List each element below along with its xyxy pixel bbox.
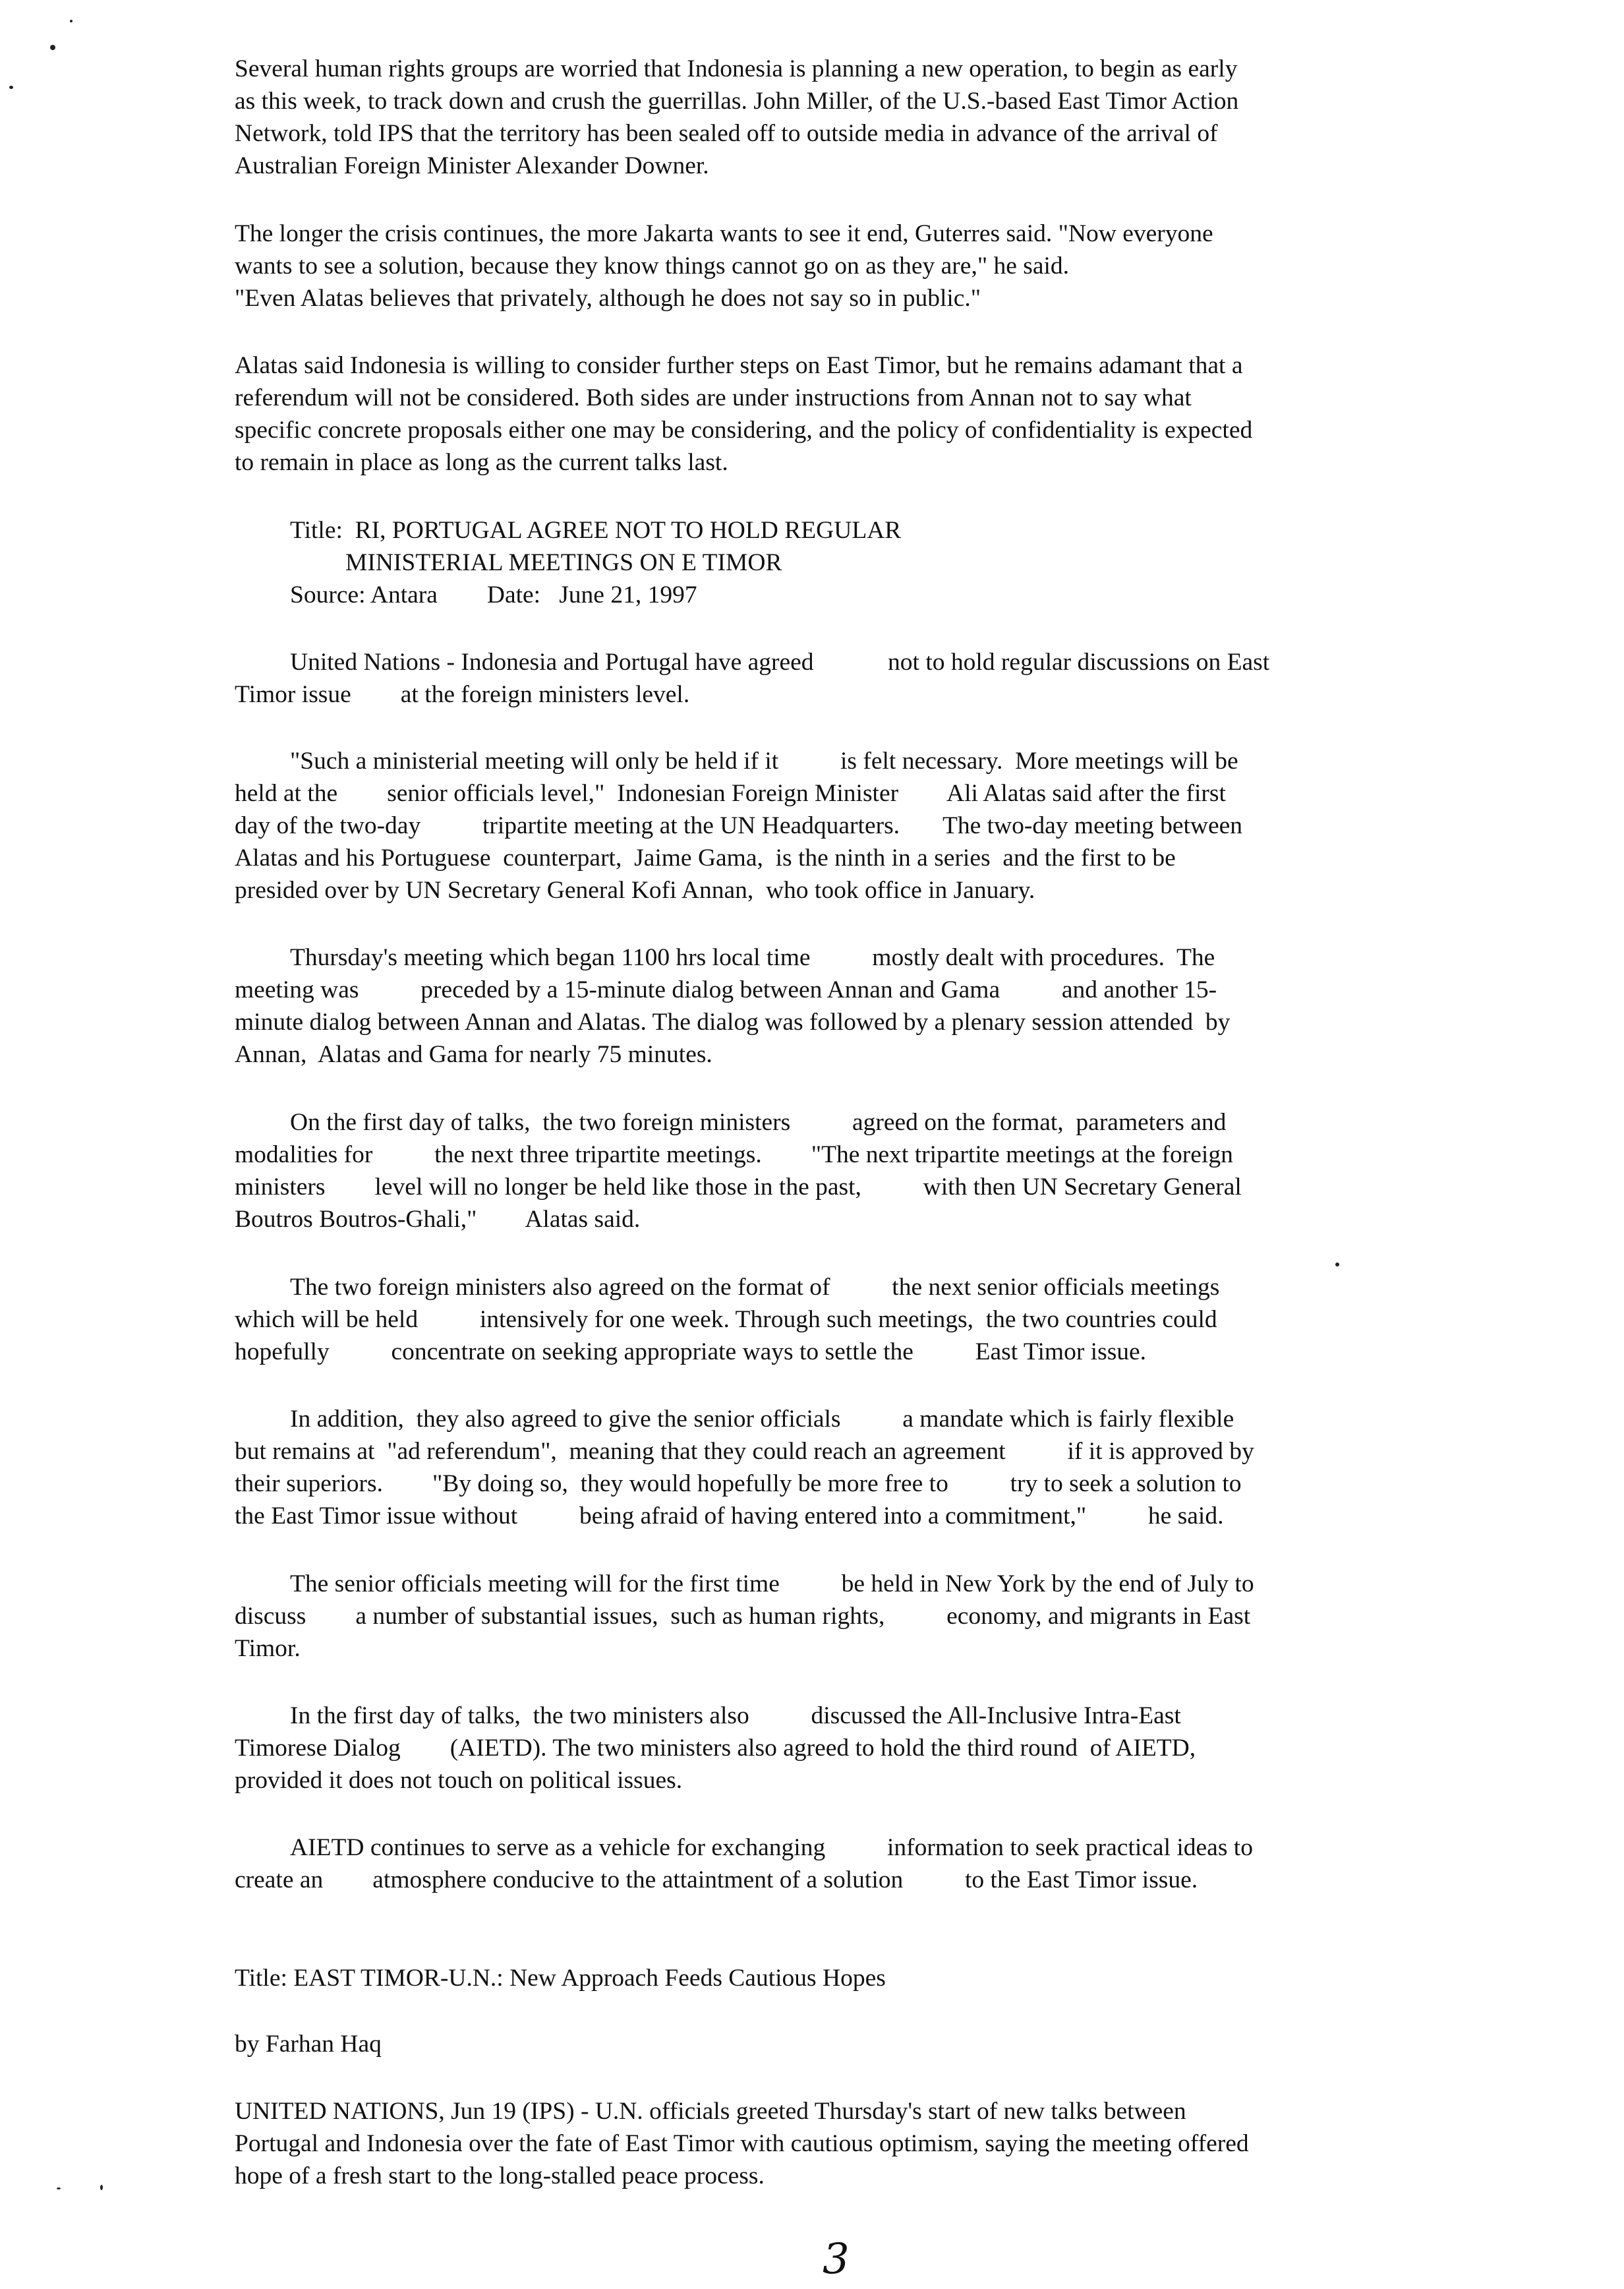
- text-line: discuss a number of substantial issues, such as human rights, economy, and migrants in East: [235, 1603, 1251, 1630]
- text-line: AIETD continues to serve as a vehicle for exchanging information to seek practical ideas to: [290, 1834, 1253, 1861]
- text-line: create an atmosphere conducive to the attaintment of a solution to the East Timor issue.: [235, 1866, 1198, 1893]
- text-line: In addition, they also agreed to give the senior officials a mandate which is fairly flexible: [290, 1406, 1234, 1433]
- text-line: minute dialog between Annan and Alatas. The dialog was followed by a plenary session attended by: [235, 1009, 1231, 1036]
- text-line: Australian Foreign Minister Alexander Downer.: [235, 152, 709, 179]
- article-paragraph: [235, 1403, 1395, 1532]
- article-paragraph: [235, 646, 1395, 711]
- text-line: referendum will not be considered. Both sides are under instructions from Annan not to say what: [235, 384, 1192, 411]
- scan-speck: [1335, 1263, 1339, 1266]
- text-line: which will be held intensively for one week. Through such meetings, the two countries could: [235, 1306, 1217, 1333]
- intro-paragraph: [235, 53, 1395, 182]
- text-line: their superiors. "By doing so, they would hopefully be more free to try to seek a solution to: [235, 1470, 1242, 1497]
- text-line: Network, told IPS that the territory has been sealed off to outside media in advance of the arrival of: [235, 120, 1218, 147]
- article-header: [290, 514, 1450, 611]
- text-line: Boutros Boutros-Ghali," Alatas said.: [235, 1206, 641, 1233]
- text-line: the East Timor issue without being afraid of having entered into a commitment," he said.: [235, 1502, 1224, 1530]
- text-line: The senior officials meeting will for the first time be held in New York by the end of July to: [290, 1570, 1254, 1597]
- text-line: "Even Alatas believes that privately, although he does not say so in public.": [235, 285, 981, 312]
- text-line: Thursday's meeting which began 1100 hrs local time mostly dealt with procedures. The: [290, 944, 1215, 971]
- article-paragraph: [235, 1700, 1395, 1797]
- text-line: provided it does not touch on political issues.: [235, 1767, 683, 1794]
- text-line: but remains at "ad referendum", meaning that they could reach an agreement if it is approved by: [235, 1438, 1254, 1465]
- page-number: 3: [823, 2235, 850, 2284]
- article-paragraph: [235, 1831, 1395, 1896]
- text-line: In the first day of talks, the two ministers also discussed the All-Inclusive Intra-East: [290, 1702, 1181, 1729]
- article-source: Source: Antara Date: June 21, 1997: [290, 581, 697, 609]
- article-paragraph: [235, 1271, 1395, 1368]
- article-paragraph: [235, 1106, 1395, 1235]
- article-byline: [235, 2028, 1395, 2060]
- text-line: presided over by UN Secretary General Kofi Annan, who took office in January.: [235, 877, 1035, 904]
- scan-speck: [70, 20, 72, 22]
- intro-paragraph: [235, 349, 1395, 479]
- article-paragraph: [235, 2095, 1395, 2192]
- text-line: day of the two-day tripartite meeting at the UN Headquarters. The two-day meeting between: [235, 812, 1243, 839]
- text-line: UNITED NATIONS, Jun 19 (IPS) - U.N. officials greeted Thursday's start of new talks between: [235, 2098, 1186, 2125]
- text-line: Portugal and Indonesia over the fate of East Timor with cautious optimism, saying the meeting offered: [235, 2130, 1249, 2157]
- text-line: hope of a fresh start to the long-stalled peace process.: [235, 2162, 765, 2189]
- article-paragraph: [235, 941, 1395, 1071]
- article-title: Title: RI, PORTUGAL AGREE NOT TO HOLD REGULAR: [290, 517, 902, 544]
- scan-speck: [9, 86, 13, 89]
- article-title: Title: EAST TIMOR-U.N.: New Approach Feeds Cautious Hopes: [235, 1965, 886, 1992]
- text-line: Timor.: [235, 1635, 301, 1662]
- text-line: Alatas and his Portuguese counterpart, Jaime Gama, is the ninth in a series and the first to be: [235, 845, 1176, 872]
- text-line: The longer the crisis continues, the more Jakarta wants to see it end, Guterres said. "Now everyone: [235, 220, 1213, 247]
- text-line: to remain in place as long as the current talks last.: [235, 449, 728, 476]
- text-line: held at the senior officials level," Indonesian Foreign Minister Ali Alatas said after the first: [235, 780, 1226, 807]
- scan-speck: [100, 2185, 103, 2190]
- text-line: specific concrete proposals either one may be considering, and the policy of confidentiality is expected: [235, 417, 1253, 444]
- scan-speck: [57, 2187, 61, 2189]
- scan-speck: [50, 45, 55, 50]
- text-line: Annan, Alatas and Gama for nearly 75 minutes.: [235, 1041, 712, 1068]
- article-header: [235, 1962, 1395, 1994]
- text-line: "Such a ministerial meeting will only be held if it is felt necessary. More meetings will be: [290, 748, 1238, 775]
- article-paragraph: [235, 745, 1395, 907]
- text-line: Timor issue at the foreign ministers level.: [235, 681, 690, 708]
- article-title-continued: MINISTERIAL MEETINGS ON E TIMOR: [345, 549, 782, 576]
- text-line: Alatas said Indonesia is willing to consider further steps on East Timor, but he remains adamant that a: [235, 352, 1243, 379]
- text-line: wants to see a solution, because they know things cannot go on as they are," he said.: [235, 253, 1070, 280]
- text-line: United Nations - Indonesia and Portugal have agreed not to hold regular discussions on East: [290, 649, 1270, 676]
- text-line: as this week, to track down and crush the guerrillas. John Miller, of the U.S.-based East Timor Action: [235, 88, 1239, 115]
- text-line: meeting was preceded by a 15-minute dialog between Annan and Gama and another 15-: [235, 976, 1217, 1003]
- text-line: hopefully concentrate on seeking appropriate ways to settle the East Timor issue.: [235, 1338, 1147, 1365]
- text-line: ministers level will no longer be held like those in the past, with then UN Secretary General: [235, 1174, 1242, 1201]
- text-line: The two foreign ministers also agreed on the format of the next senior officials meetings: [290, 1274, 1220, 1301]
- intro-paragraph: [235, 218, 1395, 314]
- text-line: modalities for the next three tripartite meetings. "The next tripartite meetings at the foreign: [235, 1141, 1233, 1168]
- text-line: Timorese Dialog (AIETD). The two ministers also agreed to hold the third round of AIETD,: [235, 1735, 1196, 1762]
- text-line: On the first day of talks, the two foreign ministers agreed on the format, parameters and: [290, 1109, 1227, 1136]
- text-line: Several human rights groups are worried that Indonesia is planning a new operation, to begin as early: [235, 55, 1238, 82]
- article-paragraph: [235, 1568, 1395, 1665]
- byline: by Farhan Haq: [235, 2031, 382, 2058]
